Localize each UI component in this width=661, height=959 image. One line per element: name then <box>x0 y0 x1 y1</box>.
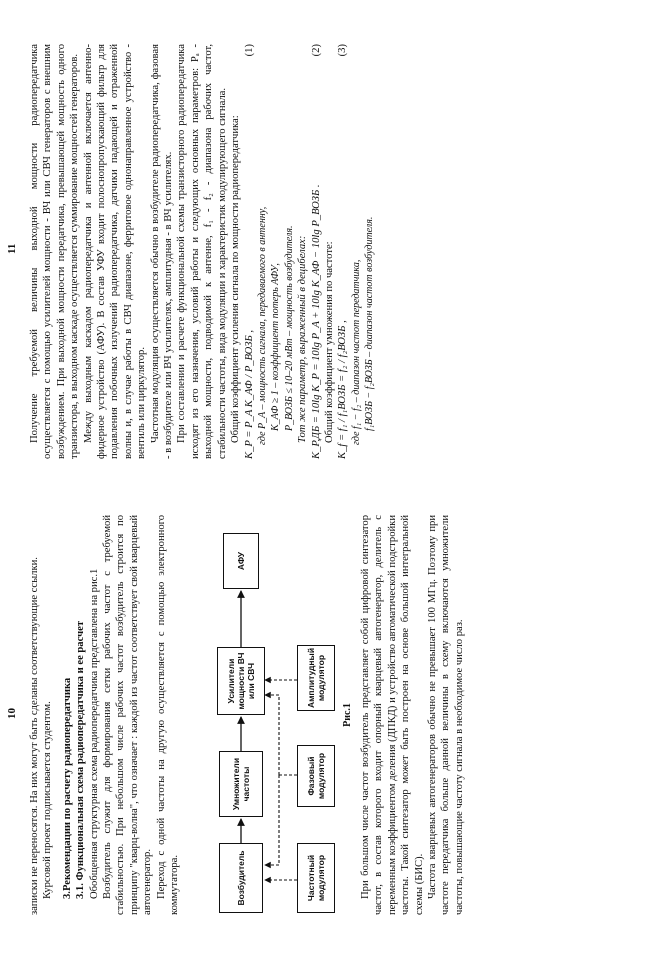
block-frequency-modulator: Частотный модулятор <box>297 843 335 913</box>
paragraph: Обобщенная структурная схема радиопередатчика представлена на рис.1 <box>88 568 100 899</box>
paragraph: Общий коэффициент умножения по частоте: <box>323 241 335 443</box>
page-left <box>28 515 638 915</box>
equation-2 <box>310 44 323 459</box>
definition: где f₁ − f₂ – диапазон частот передатчика, <box>350 259 362 445</box>
definition: f₁ВОЗБ − f₂ВОЗБ – диапазон частот возбудителя. <box>364 216 376 431</box>
equation-number: (3) <box>337 44 349 57</box>
paragraph: Частота кварцевых автогенераторов обычно не превышает 100 МГц. Поэтому при частоте передатчика больше данной величины в схему включаются умножители частоты, повышающие частоту сигнала в необходимое число раз. <box>426 515 465 915</box>
paragraph: записки не переносятся. На них могут быть сделаны соответствующие ссылки. <box>29 557 40 915</box>
equation-1 <box>243 44 256 459</box>
paragraph: Между выходным каскадом радиопередатчика и антенной включается антенно-фидерное устройство (АФУ). В состав УФУ входит полоснопропускающий фильтр для подавления побочных излучений радиопередатчика, датчики падающей и отраженной волны и, в случае работы в СВЧ диапазоне, ферритовое однонаправленное устройство - вентиль или циркулятор. <box>82 44 148 459</box>
figure-caption: Рис.1 <box>342 703 354 727</box>
paragraph: При большом числе частот возбудитель представляет собой цифровой синтезатор частот, в состав которого входит опорный кварцевый автогенератор, делитель с переменным коэффициентом деления (ДПКД) и устройство автоматической подстройки частоты. Такой синтезатор может быть построен на основе большой интегральной схемы (БИС). <box>359 515 425 915</box>
equation-text: K_P = P_A K_АФ / P_ВОЗБ , <box>243 329 255 459</box>
subsection-heading: 3.1. Функциональная схема радиопередатчика и ее расчет <box>75 621 87 899</box>
block-amplitude-modulator: Амплитудный модулятор <box>297 645 335 711</box>
equation-number: (1) <box>243 44 255 57</box>
page-number-left: 10 <box>6 708 18 719</box>
section-heading: 3.Рекомендации по расчету радиопередатчика <box>61 677 73 899</box>
block-exciter: Возбудитель <box>219 843 263 913</box>
paragraph: Возбудитель служит для формирования сетки рабочих частот с требуемой стабильностью. При небольшом числе рабочих частот возбудитель строится по принципу "кварц-волна", что означает : каждой из частот соответствует свой кварцевый автогенератор. <box>102 515 154 915</box>
definition: P_ВОЗБ ≤ 10–20 мВт – мощность возбудителя. <box>283 225 295 431</box>
equation-text: K_f = f₁ / f₁ВОЗБ = f₂ / f₂ВОЗБ , <box>337 320 349 459</box>
block-phase-modulator: Фазовый модулятор <box>297 745 335 807</box>
page-right <box>28 44 638 459</box>
paragraph: Тот же параметр, выраженный в децибелах: <box>297 235 309 443</box>
paragraph: Переход с одной частоты на другую осуществляется с помощью электронного коммутатора. <box>155 515 181 915</box>
equation-number: (2) <box>310 44 322 57</box>
equation-text: K_P,ДБ = 10lg K_P = 10lg P_A + 10lg K_АФ − 10lg P_ВОЗБ . <box>310 184 322 459</box>
paragraph: Курсовой проект подписывается студентом. <box>42 701 54 899</box>
paragraph: При составлении и расчете функциональной схемы транзисторного радиопередатчика исходят из его назначения, условий работы и следующих основных параметров: Pₐ - выходной мощности, подводимой к антенне, f₁ - f₂ - диапазона рабочих частот, стабильности частоты, вида модуляции и характеристик модулирующего сигнала. <box>176 44 228 459</box>
block-power-amplifiers: Усилители мощности ВЧ или СВЧ <box>217 647 265 715</box>
block-frequency-multipliers: Умножители частоты <box>219 751 263 817</box>
definition: K_АФ ≥ 1 – коэффициент потерь АФУ, <box>270 263 282 431</box>
definition: где P_A – мощность сигнала, передаваемого в антенну, <box>256 206 268 445</box>
block-diagram <box>189 515 339 915</box>
paragraph: Общий коэффициент усиления сигнала по мощности радиопередатчика: <box>230 115 242 443</box>
paragraph: Получение требуемой величины выходной мощности радиопередатчика осуществляется с помощью усилителей мощности - ВЧ или СВЧ генераторов с внешним возбуждением. При выходной мощности передатчика, превышающей мощность одного транзистора, в выходном каскаде осуществляется суммирование мощностей генераторов. <box>29 44 81 459</box>
paragraph: Частотная модуляция осуществляется обычно в возбудителе радиопередатчика, фазовая - в возбудителе или ВЧ усилителях, амплитудная - в ВЧ усилителях. <box>149 44 175 459</box>
block-afu: АФУ <box>223 533 259 589</box>
equation-3 <box>336 44 349 459</box>
page-number-right: 11 <box>6 243 18 254</box>
